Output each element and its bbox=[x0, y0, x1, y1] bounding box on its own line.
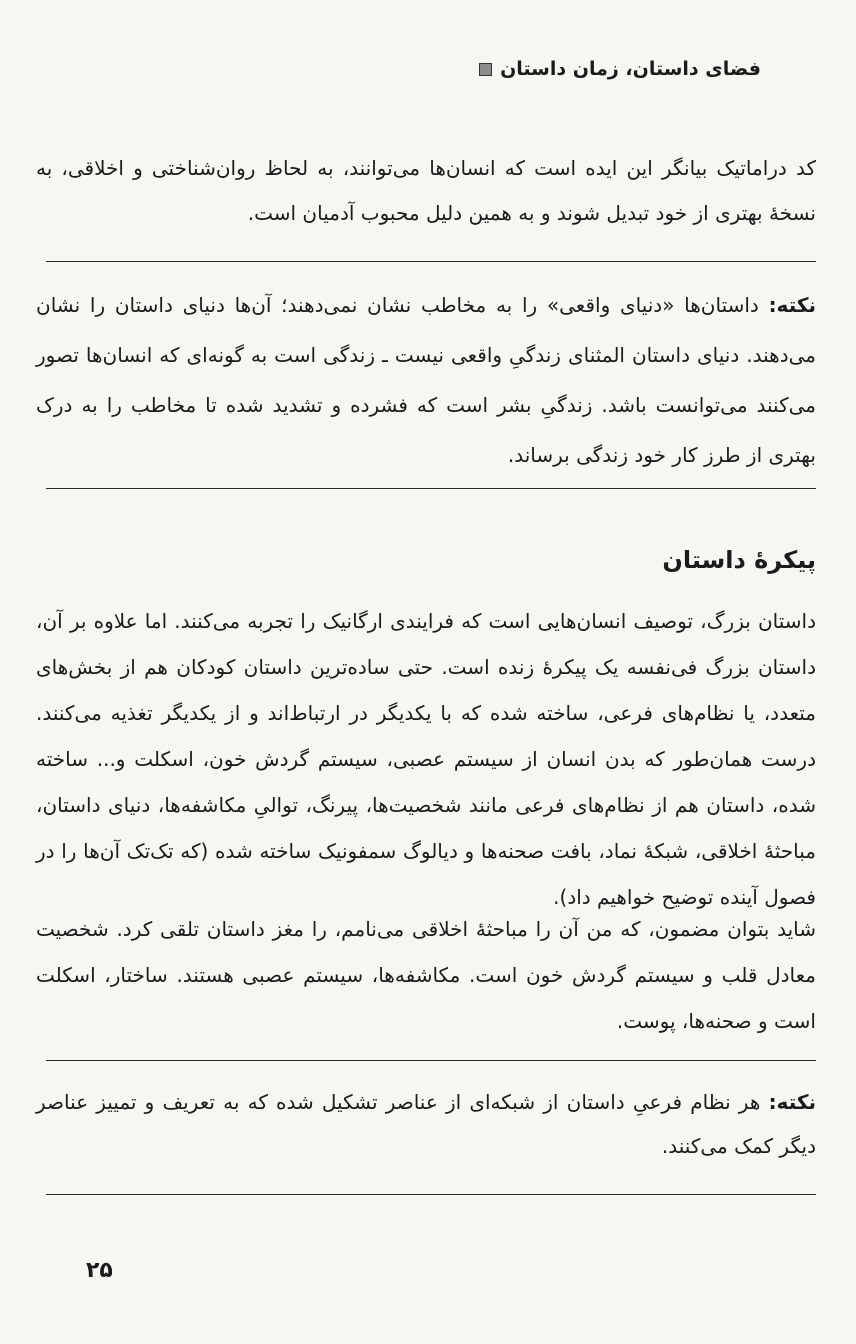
divider-rule bbox=[46, 1194, 816, 1195]
note-box-1 bbox=[36, 280, 816, 480]
page-number: ۲۵ bbox=[86, 1258, 113, 1283]
intro-paragraph: کد دراماتیک بیانگر این ایده است که انسان‌ها می‌توانند، به لحاظ روان‌شناختی و اخلاقی، به نسخهٔ بهتری از خود تبدیل شوند و به همین دلیل محبوب آدمیان است. bbox=[36, 156, 816, 225]
note-label: نکته: bbox=[768, 293, 816, 317]
note-text: داستان‌ها «دنیای واقعی» را به مخاطب نشان نمی‌دهند؛ آن‌ها دنیای داستان را نشان می‌دهند. دنیای داستان المثنای زندگیِ واقعی نیست ـ زندگی است به گونه‌ای که انسان‌ها تصور می‌کنند می‌توانست باشد. زندگیِ بشر است که فشرده و تشدید شده تا مخاطب را به درک بهتری از طرز کار خود زندگی برساند. bbox=[36, 293, 816, 467]
section-paragraph: داستان بزرگ، توصیف انسان‌هایی است که فرایندی ارگانیک را تجربه می‌کنند. اما علاوه بر آن، داستان بزرگ فی‌نفسه یک پیکرهٔ زنده است. حتی ساده‌ترین داستان کودکان هم از بخش‌های متعدد، یا نظام‌های فرعی، ساخته شده که با یکدیگر در ارتباط‌اند و از یکدیگر تغذیه می‌کنند. درست همان‌طور که بدن انسان از سیستم عصبی، سیستم گردش خون، اسکلت و... ساخته شده، داستان هم از نظام‌های فرعی مانند شخصیت‌ها، پیرنگ، توالیِ مکاشفه‌ها، دنیای داستان، مباحثهٔ اخلاقی، شبکهٔ نماد، بافت صحنه‌ها و دیالوگ سمفونیک ساخته شده (که تک‌تک آن‌ها را در فصول آینده توضیح خواهیم داد). bbox=[36, 609, 816, 909]
divider-rule bbox=[46, 488, 816, 489]
running-head-title: فضای داستان، زمان داستان bbox=[500, 58, 761, 80]
note-text: هر نظام فرعیِ داستان از شبکه‌ای از عناصر تشکیل شده که به تعریف و تمییز عناصر دیگر کمک می‌کنند. bbox=[36, 1090, 816, 1158]
square-bullet-icon bbox=[479, 63, 492, 76]
running-head bbox=[479, 58, 761, 80]
section-title: پیکرهٔ داستان bbox=[662, 546, 816, 574]
section-paragraph: شاید بتوان مضمون، که من آن را مباحثهٔ اخلاقی می‌نامم، را مغز داستان تلقی کرد. شخصیت معادل قلب و سیستم گردش خون است. مکاشفه‌ها، سیستم عصبی هستند. ساختار، اسکلت است و صحنه‌ها، پوست. bbox=[36, 917, 816, 1033]
divider-rule bbox=[46, 261, 816, 262]
note-label: نکته: bbox=[768, 1090, 816, 1114]
divider-rule bbox=[46, 1060, 816, 1061]
note-box-2 bbox=[36, 1080, 816, 1168]
